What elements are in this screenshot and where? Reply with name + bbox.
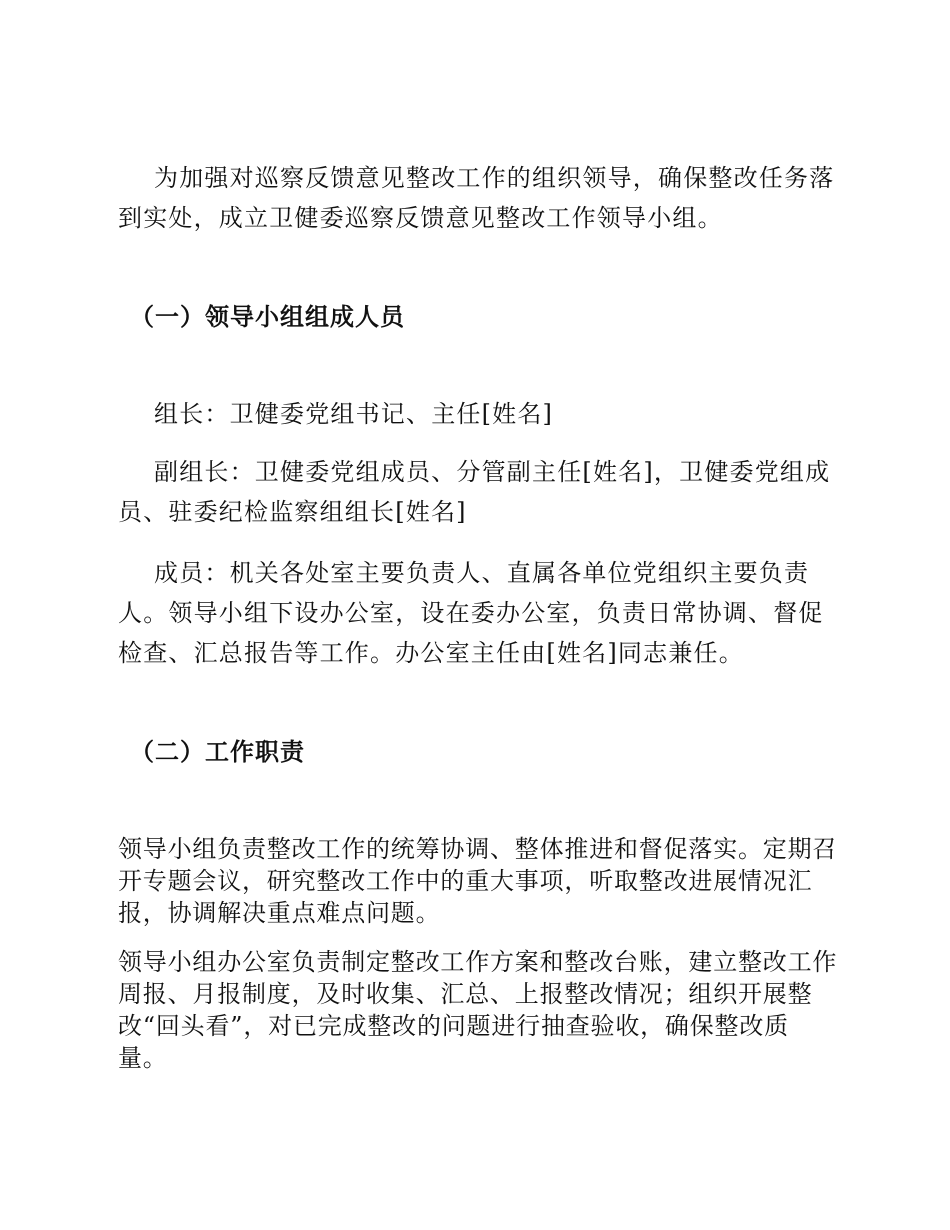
section-heading-duties: （二）工作职责 [130,737,305,766]
section-heading-members: （一）领导小组组成人员 [130,302,405,331]
duty-paragraph-office: 领导小组办公室负责制定整改工作方案和整改台账，建立整改工作周报、月报制度，及时收集、汇总、上报整改情况；组织开展整改“回头看”，对已完成整改的问题进行抽查验收，确保整改质量。 [118,948,838,1072]
members-paragraph: 成员：机关各处室主要负责人、直属各单位党组织主要负责人。领导小组下设办公室，设在委办公室，负责日常协调、督促检查、汇总报告等工作。办公室主任由[姓名]同志兼任。 [118,559,824,667]
leader-paragraph: 组长：卫健委党组书记、主任[姓名] [154,400,554,428]
deputy-leader-paragraph: 副组长：卫健委党组成员、分管副主任[姓名]，卫健委党组成员、驻委纪检监察组组长[姓名] [118,458,831,526]
intro-paragraph: 为加强对巡察反馈意见整改工作的组织领导，确保整改任务落到实处，成立卫健委巡察反馈意见整改工作领导小组。 [118,164,835,232]
duty-paragraph-leadership: 领导小组负责整改工作的统筹协调、整体推进和督促落实。定期召开专题会议，研究整改工作中的重大事项，听取整改进展情况汇报，协调解决重点难点问题。 [118,835,838,927]
